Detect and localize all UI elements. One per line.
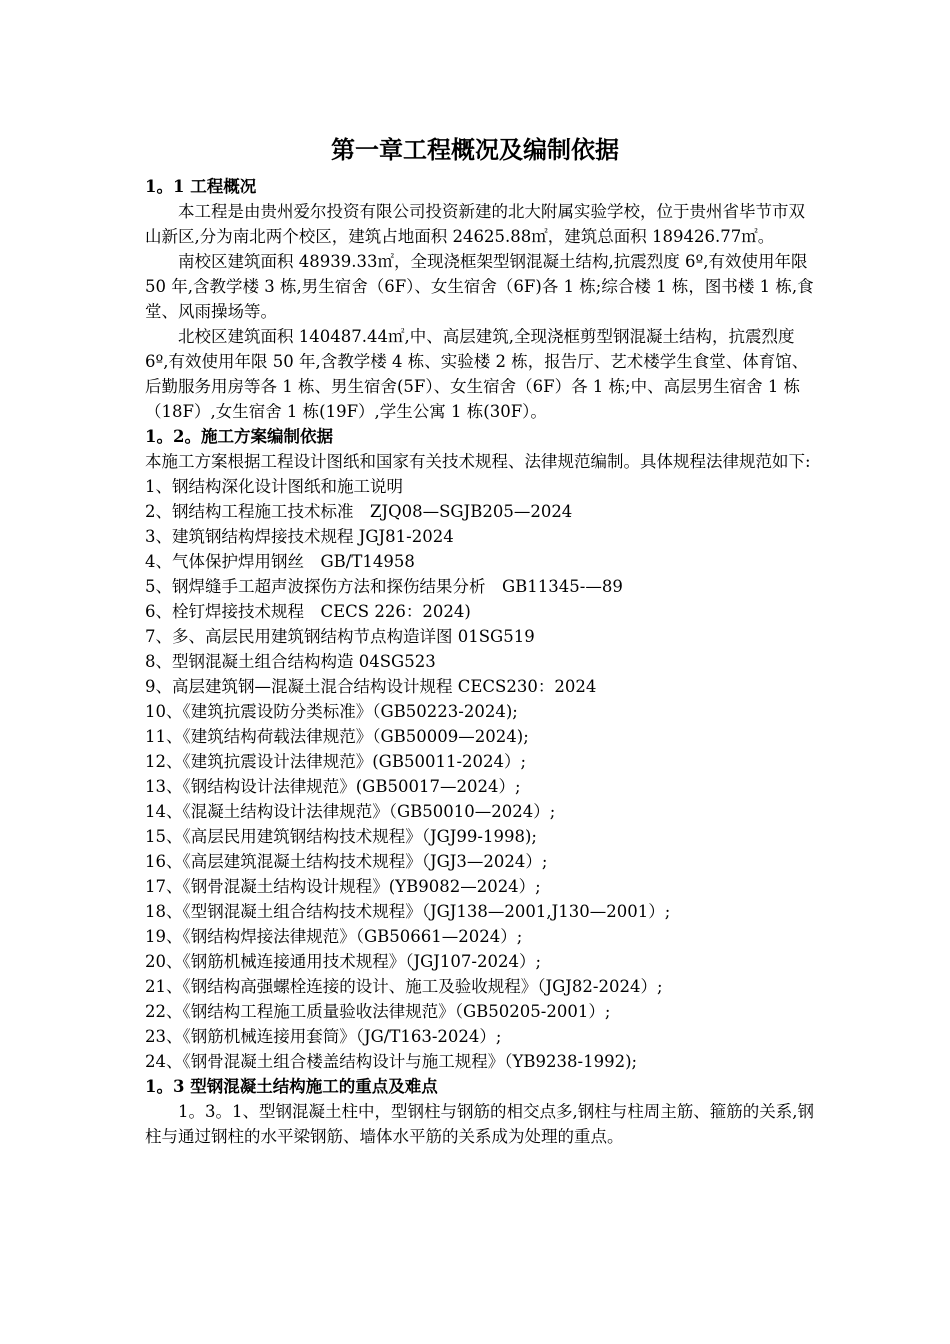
list-item: 3、建筑钢结构焊接技术规程 JGJ81-2024	[145, 527, 454, 546]
section-heading-basis: 1。2。施工方案编制依据	[145, 427, 333, 446]
list-item: 24、《钢骨混凝土组合楼盖结构设计与施工规程》（YB9238-1992);	[145, 1052, 638, 1071]
list-item: 9、高层建筑钢—混凝土混合结构设计规程 CECS230：2024	[145, 677, 597, 696]
list-item: 14、《混凝土结构设计法律规范》（GB50010—2024）;	[145, 802, 556, 821]
list-item: 11、《建筑结构荷载法律规范》（GB50009—2024);	[145, 727, 529, 746]
list-item: 20、《钢筋机械连接通用技术规程》（JGJ107-2024）;	[145, 952, 542, 971]
list-item: 10、《建筑抗震设防分类标准》（GB50223-2024);	[145, 702, 518, 721]
document-body	[145, 174, 817, 1149]
list-item: 12、《建筑抗震设计法律规范》(GB50011-2024）;	[145, 752, 527, 771]
list-item: 6、栓钉焊接技术规程 CECS 226：2024)	[145, 602, 471, 621]
section-heading-overview: 1。1 工程概况	[145, 177, 257, 196]
list-item: 8、型钢混凝土组合结构构造 04SG523	[145, 652, 436, 671]
list-item: 7、多、高层民用建筑钢结构节点构造详图 01SG519	[145, 627, 535, 646]
page-title: 第一章工程概况及编制依据	[331, 135, 619, 164]
list-item: 16、《高层建筑混凝土结构技术规程》（JGJ3—2024）;	[145, 852, 548, 871]
section-heading-key-points: 1。3 型钢混凝土结构施工的重点及难点	[145, 1077, 438, 1096]
list-item: 21、《钢结构高强螺栓连接的设计、施工及验收规程》（JGJ82-2024）;	[145, 977, 663, 996]
list-item: 18、《型钢混凝土组合结构技术规程》（JGJ138—2001,J130—2001）;	[145, 902, 671, 921]
list-item: 2、钢结构工程施工技术标准 ZJQ08—SGJB205—2024	[145, 502, 573, 521]
paragraph-project-intro: 本工程是由贵州爱尔投资有限公司投资新建的北大附属实验学校，位于贵州省毕节市双山新区,分为南北两个校区，建筑占地面积 24625.88㎡，建筑总面积 189426.77㎡。	[145, 202, 805, 246]
paragraph-south-campus: 南校区建筑面积 48939.33㎡，全现浇框架型钢混凝土结构,抗震烈度 6º,有效使用年限 50 年,含教学楼 3 栋,男生宿舍（6F）、女生宿舍（6F)各 1 栋;综合楼 1 栋，图书楼 1 栋,食堂、风雨操场等。	[145, 252, 814, 321]
paragraph-key-point-1: 1。3。1、型钢混凝土柱中，型钢柱与钢筋的相交点多,钢柱与柱周主筋、箍筋的关系,钢柱与通过钢柱的水平梁钢筋、墙体水平筋的关系成为处理的重点。	[145, 1102, 814, 1146]
list-item: 23、《钢筋机械连接用套筒》（JG/T163-2024）;	[145, 1027, 502, 1046]
list-item: 22、《钢结构工程施工质量验收法律规范》（GB50205-2001）;	[145, 1002, 611, 1021]
list-item: 13、《钢结构设计法律规范》(GB50017—2024）;	[145, 777, 521, 796]
list-item: 5、钢焊缝手工超声波探伤方法和探伤结果分析 GB11345-—89	[145, 577, 623, 596]
paragraph-north-campus: 北校区建筑面积 140487.44㎡,中、高层建筑,全现浇框剪型钢混凝土结构，抗震烈度 6º,有效使用年限 50 年,含教学楼 4 栋、实验楼 2 栋，报告厅、艺术楼学生食堂、体育馆、后勤服务用房等各 1 栋、男生宿舍(5F）、女生宿舍（6F）各 1 栋;中、高层男生宿舍 1 栋（18F）,女生宿舍 1 栋(19F）,学生公寓 1 栋(30F）。	[145, 327, 809, 421]
list-item: 1、钢结构深化设计图纸和施工说明	[145, 477, 403, 496]
list-item: 15、《高层民用建筑钢结构技术规程》（JGJ99-1998);	[145, 827, 537, 846]
list-item: 19、《钢结构焊接法律规范》（GB50661—2024）;	[145, 927, 523, 946]
list-item: 4、气体保护焊用钢丝 GB/T14958	[145, 552, 415, 571]
paragraph-basis-intro: 本施工方案根据工程设计图纸和国家有关技术规程、法律规范编制。具体规程法律规范如下:	[145, 452, 811, 471]
list-item: 17、《钢骨混凝土结构设计规程》(YB9082—2024）;	[145, 877, 541, 896]
